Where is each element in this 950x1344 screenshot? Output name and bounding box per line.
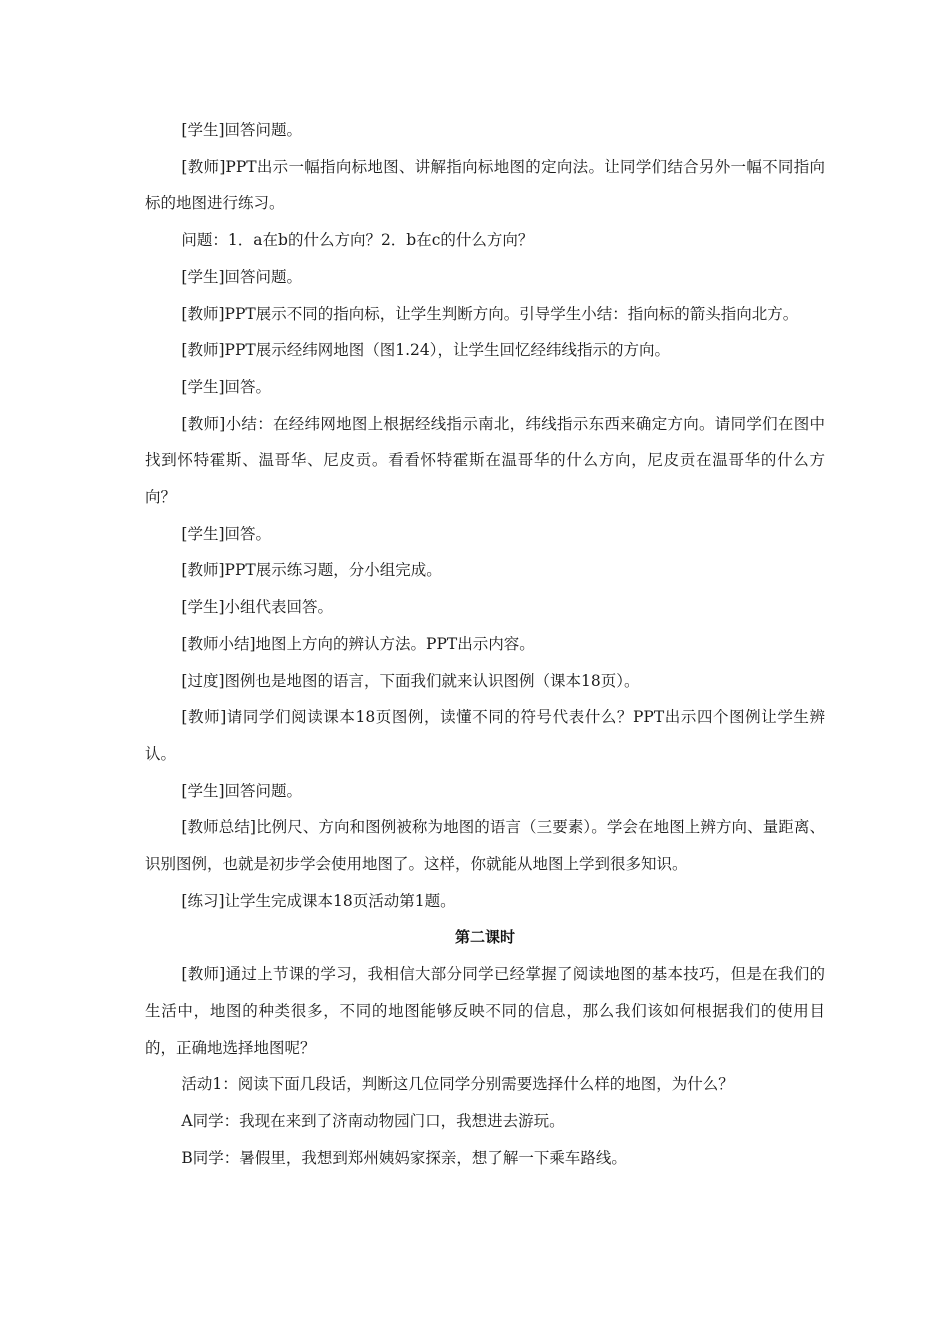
paragraph: 活动1：阅读下面几段话，判断这几位同学分别需要选择什么样的地图，为什么？ — [181, 1075, 734, 1094]
paragraph: [学生]小组代表回答。 — [181, 598, 334, 617]
paragraph: 问题：1．a在b的什么方向？2．b在c的什么方向？ — [181, 231, 534, 250]
paragraph: [学生]回答。 — [181, 377, 272, 396]
paragraph: [学生]回答问题。 — [181, 121, 303, 139]
paragraph: [学生]回答问题。 — [181, 781, 303, 800]
paragraph: [教师]PPT展示经纬网地图（图1.24），让学生回忆经纬线指示的方向。 — [181, 341, 670, 360]
paragraph: [教师]PPT展示不同的指向标，让学生判断方向。引导学生小结：指向标的箭头指向北方。 — [181, 304, 799, 323]
paragraph: [练习]让学生完成课本18页活动第1题。 — [181, 891, 456, 910]
paragraph: [教师]请同学们阅读课本18页图例，读懂不同的符号代表什么？PPT出示四个图例让学生辨认。 — [145, 708, 825, 763]
paragraph: [教师小结]地图上方向的辨认方法。PPT出示内容。 — [181, 634, 535, 653]
paragraph: [过度]图例也是地图的语言，下面我们就来认识图例（课本18页）。 — [181, 671, 640, 690]
paragraph: [学生]回答问题。 — [181, 267, 303, 286]
paragraph: B同学：暑假里，我想到郑州姨妈家探亲，想了解一下乘车路线。 — [181, 1148, 627, 1167]
paragraph: [教师总结]比例尺、方向和图例被称为地图的语言（三要素）。学会在地图上辨方向、量距离、识别图例，也就是初步学会使用地图了。这样，你就能从地图上学到很多知识。 — [145, 818, 825, 874]
document-body — [145, 112, 825, 1176]
paragraph: [教师]PPT展示练习题，分小组完成。 — [181, 561, 442, 580]
section-heading: 第二课时 — [454, 928, 515, 947]
paragraph: [学生]回答。 — [181, 524, 272, 543]
paragraph: [教师]通过上节课的学习，我相信大部分同学已经掌握了阅读地图的基本技巧，但是在我们的生活中，地图的种类很多，不同的地图能够反映不同的信息，那么我们该如何根据我们的使用目的，正确地选择地图呢？ — [145, 965, 825, 1057]
paragraph: [教师]PPT出示一幅指向标地图、讲解指向标地图的定向法。让同学们结合另外一幅不同指向标的地图进行练习。 — [145, 157, 825, 213]
paragraph: [教师]小结：在经纬网地图上根据经线指示南北，纬线指示东西来确定方向。请同学们在图中找到怀特霍斯、温哥华、尼皮贡。看看怀特霍斯在温哥华的什么方向，尼皮贡在温哥华的什么方向？ — [145, 414, 825, 507]
paragraph: A同学：我现在来到了济南动物园门口，我想进去游玩。 — [181, 1111, 565, 1130]
